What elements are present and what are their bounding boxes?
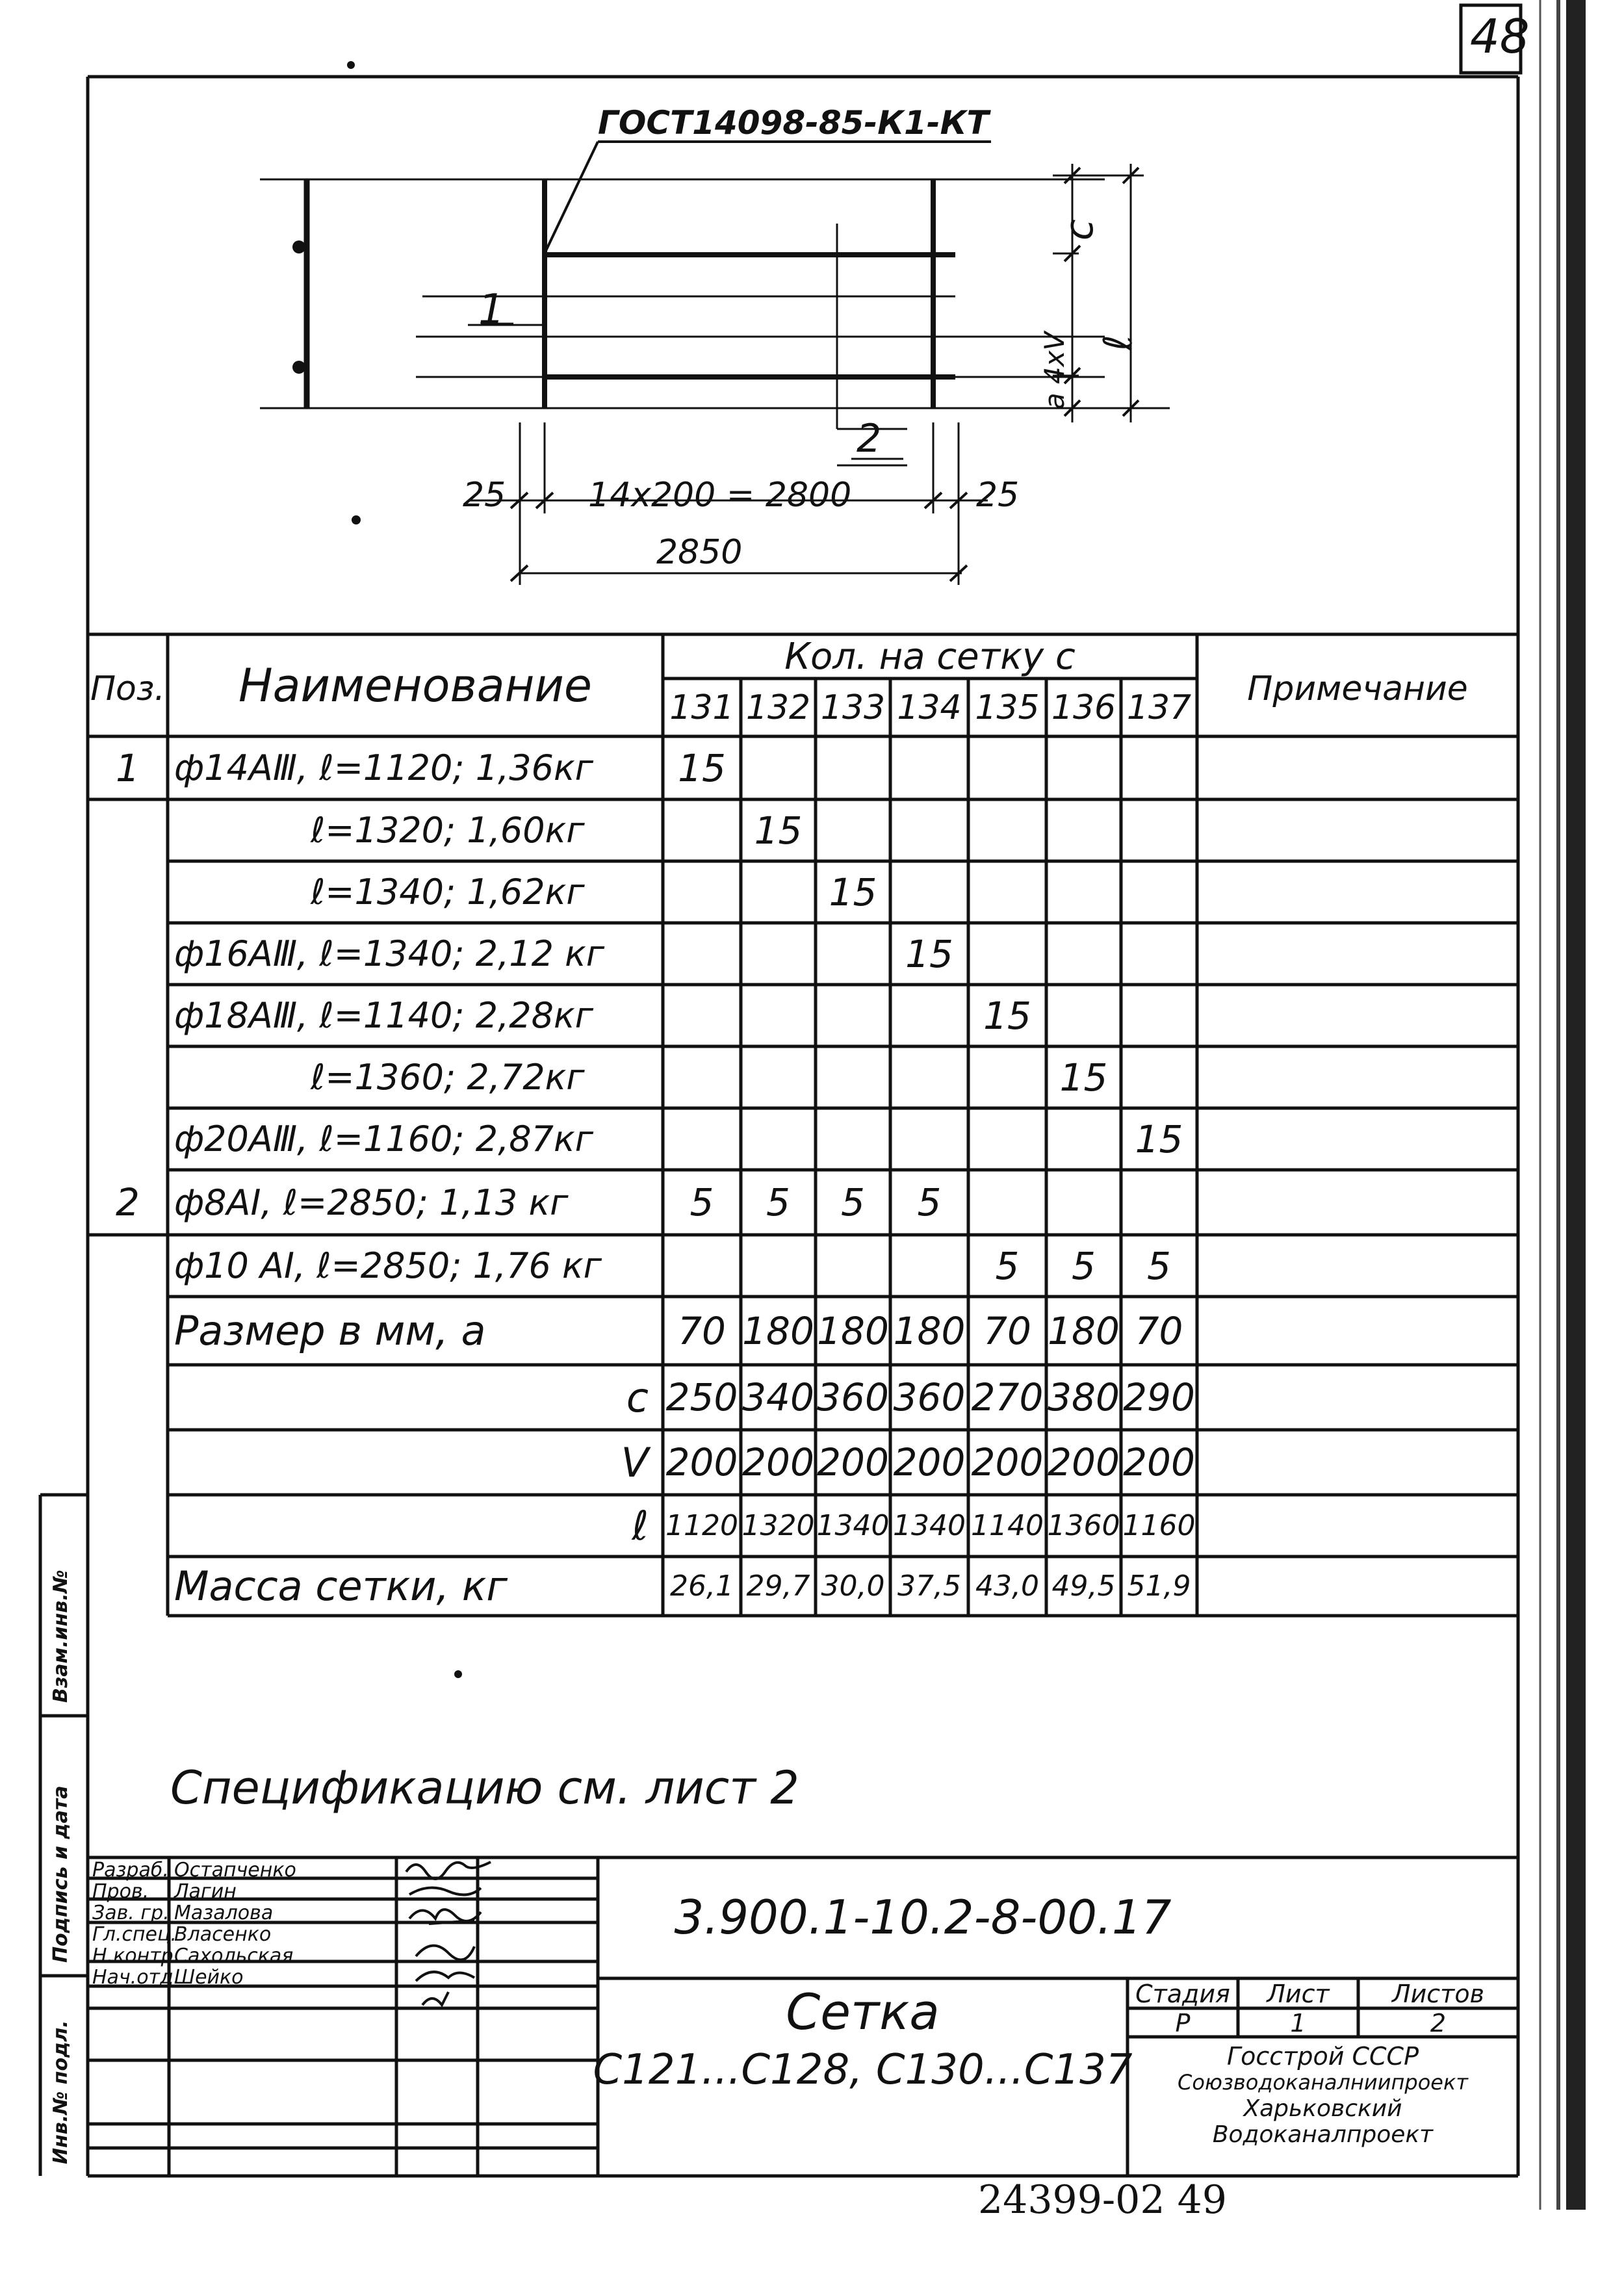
org-line-3: Харьковский	[1243, 2095, 1402, 2122]
position-2-label: 2	[857, 416, 882, 461]
row-value: 200	[1048, 1440, 1120, 1484]
row-value: 200	[893, 1440, 966, 1484]
staff-role: Гл.спец.	[92, 1923, 177, 1946]
row-name: ℓ	[632, 1502, 649, 1549]
row-value: 250	[665, 1375, 738, 1419]
position-1-label: 1	[478, 286, 505, 334]
sheet-number: 48	[1470, 9, 1530, 64]
row-value: 1360	[1047, 1509, 1120, 1542]
row-value: 1340	[816, 1509, 890, 1542]
row-value: 1160	[1122, 1509, 1196, 1542]
row-value: 380	[1048, 1375, 1120, 1419]
row-value: 37,5	[897, 1570, 961, 1603]
row-value: 360	[893, 1375, 966, 1419]
dim-total: 2850	[656, 533, 743, 572]
staff-role: Пров.	[92, 1880, 149, 1903]
row-value: 270	[971, 1375, 1044, 1419]
row-value: 5	[1072, 1243, 1096, 1288]
sheet-header: Лист	[1267, 1980, 1330, 2008]
row-value: 180	[893, 1308, 966, 1353]
row-name: c	[626, 1373, 649, 1421]
dim-span: 14x200 = 2800	[588, 476, 852, 515]
sheet-value: 1	[1290, 2009, 1306, 2037]
dim-c: c	[1057, 219, 1102, 240]
row-name: ф14АⅢ, ℓ=1120; 1,36кг	[174, 747, 593, 788]
row-value: 5	[917, 1180, 942, 1224]
row-value: 180	[817, 1308, 889, 1353]
row-name: ф16АⅢ, ℓ=1340; 2,12 кг	[174, 933, 605, 974]
staff-name: Лагин	[174, 1880, 237, 1903]
staff-name: Шейко	[174, 1966, 244, 1989]
binding-edge	[1566, 0, 1586, 2210]
row-value: 15	[829, 870, 877, 914]
row-value: 1340	[893, 1509, 966, 1542]
stage-value: Р	[1175, 2009, 1191, 2037]
row-value: 15	[1135, 1117, 1183, 1161]
column-header-136: 136	[1051, 688, 1116, 727]
side-label-replace: Взам.инв.№	[49, 1570, 72, 1703]
row-value: 200	[742, 1440, 814, 1484]
title-line-2: С121...С128, С130...С137	[593, 2046, 1133, 2094]
row-value: 200	[971, 1440, 1044, 1484]
row-value: 15	[983, 993, 1031, 1038]
stage-header: Стадия	[1135, 1980, 1230, 2008]
dim-left-25: 25	[463, 476, 506, 515]
row-value: 43,0	[975, 1570, 1039, 1603]
sheets-header: Листов	[1392, 1980, 1484, 2008]
row-name: ℓ=1340; 1,62кг	[311, 872, 585, 912]
row-name: ф18АⅢ, ℓ=1140; 2,28кг	[174, 995, 593, 1036]
header-qty: Кол. на сетку с	[784, 635, 1076, 678]
row-value: 180	[742, 1308, 814, 1353]
row-value: 5	[690, 1180, 714, 1224]
dim-l: ℓ	[1096, 335, 1141, 351]
row-value: 1120	[665, 1509, 738, 1542]
row-name: ф20АⅢ, ℓ=1160; 2,87кг	[174, 1119, 593, 1159]
staff-role: Н.контр.	[92, 1945, 180, 1967]
row-name: ф10 АⅠ, ℓ=2850; 1,76 кг	[174, 1245, 602, 1286]
row-value: 29,7	[746, 1570, 810, 1603]
standard-label: ГОСТ14098-85-К1-КТ	[598, 104, 989, 142]
archive-number: 24399-02 49	[978, 2177, 1227, 2223]
org-line-2: Союзводоканалниипроект	[1178, 2070, 1468, 2095]
staff-role: Нач.отд.	[92, 1966, 180, 1989]
header-pos: Поз.	[90, 669, 166, 708]
row-value: 200	[817, 1440, 889, 1484]
document-code: 3.900.1-10.2-8-00.17	[674, 1890, 1172, 1945]
row-value: 70	[983, 1308, 1031, 1353]
staff-role: Зав. гр.	[92, 1902, 170, 1924]
org-line-4: Водоканалпроект	[1212, 2121, 1434, 2148]
row-value: 360	[817, 1375, 889, 1419]
row-value: 5	[841, 1180, 865, 1224]
sheets-value: 2	[1430, 2009, 1447, 2037]
specification-note: Спецификацию см. лист 2	[170, 1761, 799, 1815]
staff-role: Разраб.	[92, 1859, 169, 1882]
row-value: 1320	[741, 1509, 815, 1542]
title-line-1: Сетка	[786, 1982, 940, 2041]
row-value: 180	[1048, 1308, 1120, 1353]
column-header-135: 135	[975, 688, 1040, 727]
row-name: ℓ=1320; 1,60кг	[311, 810, 585, 851]
row-value: 26,1	[670, 1570, 734, 1603]
side-label-sign: Подпись и дата	[49, 1785, 72, 1963]
row-value: 49,5	[1051, 1570, 1116, 1603]
row-value: 15	[1059, 1055, 1108, 1100]
staff-name: Остапченко	[174, 1859, 296, 1882]
mesh-drawing	[260, 142, 1170, 585]
org-line-1: Госстрой СССР	[1226, 2042, 1419, 2071]
staff-name: Мазалова	[174, 1902, 274, 1924]
column-header-137: 137	[1126, 688, 1192, 727]
row-value: 70	[1135, 1308, 1183, 1353]
dim-a-4xv: a 4xV	[1038, 331, 1070, 409]
header-note: Примечание	[1247, 669, 1468, 708]
row-value: 15	[905, 931, 953, 976]
row-value: 200	[1123, 1440, 1195, 1484]
row-name: Размер в мм, a	[174, 1307, 486, 1354]
row-value: 200	[665, 1440, 738, 1484]
side-label-inv: Инв.№ подл.	[49, 2020, 72, 2164]
row-value: 5	[995, 1243, 1020, 1288]
column-header-132: 132	[745, 688, 811, 727]
row-name: Масса сетки, кг	[174, 1562, 508, 1610]
column-header-131: 131	[669, 688, 734, 727]
row-value: 340	[742, 1375, 814, 1419]
row-position: 1	[116, 745, 140, 790]
row-value: 290	[1123, 1375, 1195, 1419]
row-name: ℓ=1360; 2,72кг	[311, 1057, 585, 1098]
row-position: 2	[116, 1180, 140, 1224]
column-header-133: 133	[820, 688, 886, 727]
row-value: 70	[678, 1308, 726, 1353]
row-value: 15	[754, 808, 803, 853]
header-name: Наименование	[238, 659, 592, 712]
row-value: 15	[678, 745, 726, 790]
dim-right-25: 25	[976, 476, 1020, 515]
staff-name: Сахольская	[174, 1945, 294, 1967]
row-name: V	[621, 1438, 649, 1486]
row-value: 30,0	[821, 1570, 885, 1603]
column-header-134: 134	[897, 688, 962, 727]
row-value: 51,9	[1127, 1570, 1191, 1603]
row-value: 1140	[971, 1509, 1044, 1542]
row-name: ф8АⅠ, ℓ=2850; 1,13 кг	[174, 1182, 569, 1223]
row-value: 5	[766, 1180, 790, 1224]
row-value: 5	[1147, 1243, 1171, 1288]
staff-name: Власенко	[174, 1923, 272, 1946]
